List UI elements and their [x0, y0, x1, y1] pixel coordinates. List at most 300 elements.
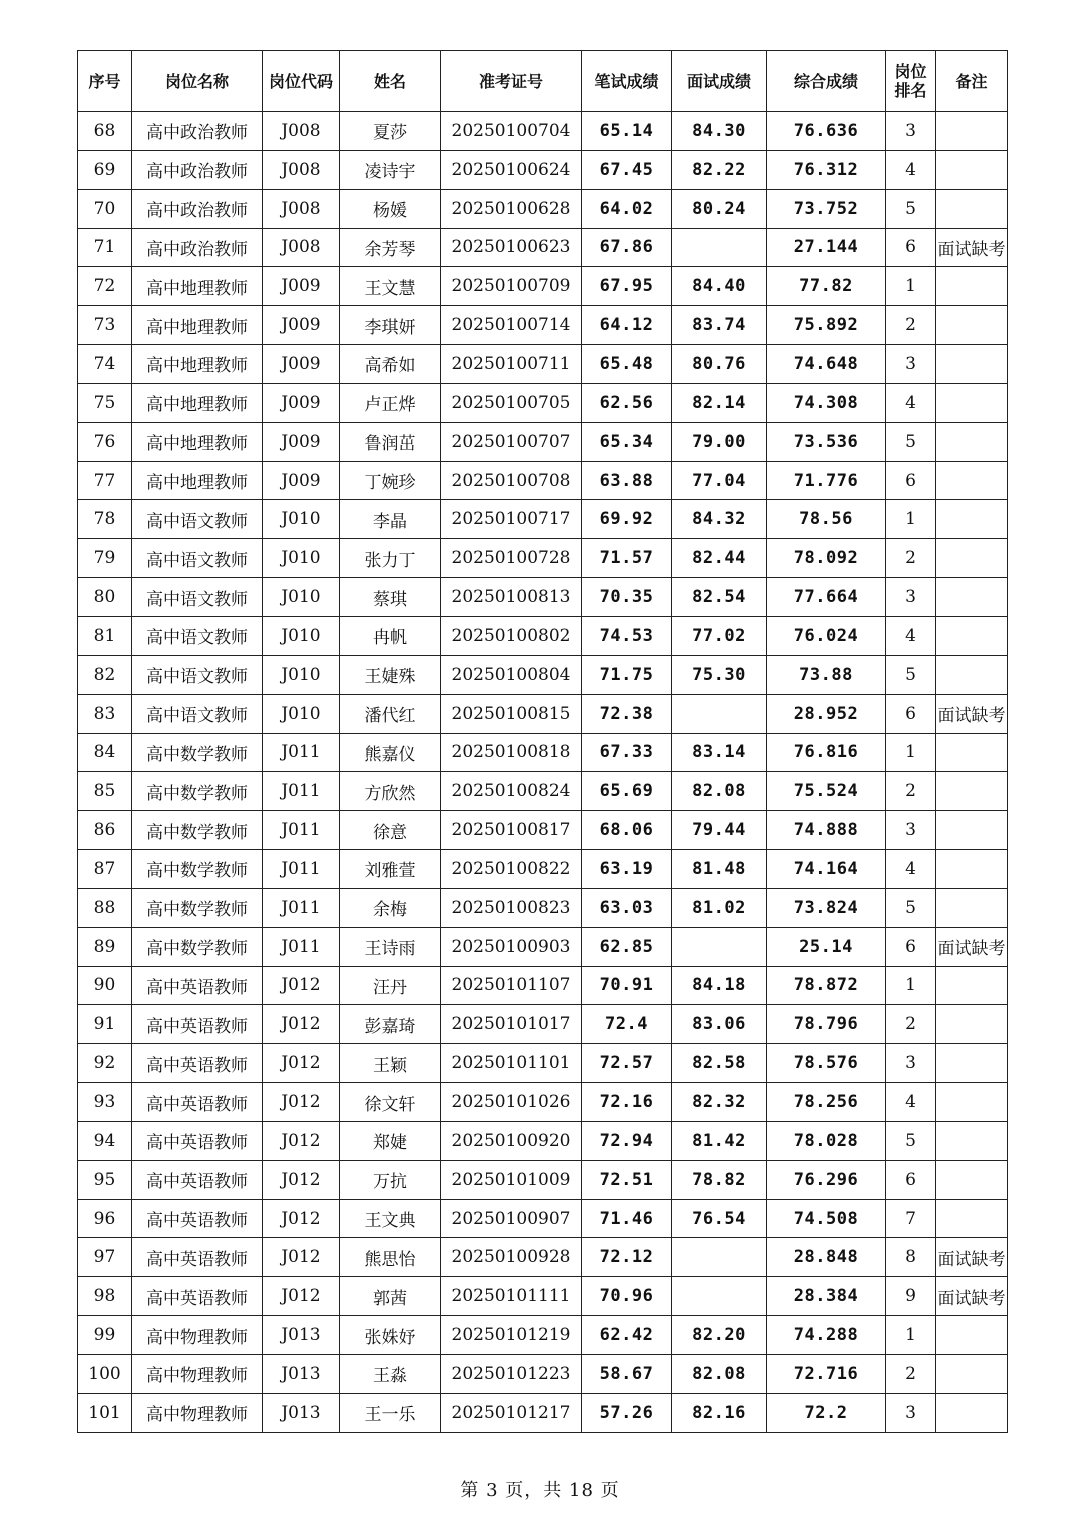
header-written: 笔试成绩	[582, 51, 672, 112]
written-score-cell: 63.88	[582, 461, 672, 500]
note-cell	[936, 811, 1008, 850]
code-cell: J010	[263, 694, 340, 733]
ticket-cell: 20250101101	[441, 1044, 582, 1083]
note-cell	[936, 616, 1008, 655]
seq-cell: 71	[78, 228, 132, 267]
seq-cell: 85	[78, 772, 132, 811]
position-cell: 高中地理教师	[132, 461, 263, 500]
header-rank-line2: 排名	[894, 81, 927, 100]
written-score-cell: 74.53	[582, 616, 672, 655]
ticket-cell: 20250101223	[441, 1355, 582, 1394]
total-score-cell: 72.2	[767, 1393, 886, 1432]
interview-score-cell: 81.42	[672, 1121, 767, 1160]
code-cell: J011	[263, 927, 340, 966]
code-cell: J012	[263, 1160, 340, 1199]
seq-cell: 95	[78, 1160, 132, 1199]
name-cell: 刘雅萱	[340, 850, 441, 889]
interview-score-cell: 84.32	[672, 500, 767, 539]
written-score-cell: 67.33	[582, 733, 672, 772]
table-row	[78, 461, 1008, 500]
ticket-cell: 20250100624	[441, 150, 582, 189]
interview-score-cell: 81.48	[672, 850, 767, 889]
seq-cell: 80	[78, 578, 132, 617]
table-row	[78, 306, 1008, 345]
name-cell: 汪丹	[340, 966, 441, 1005]
seq-cell: 97	[78, 1238, 132, 1277]
seq-cell: 69	[78, 150, 132, 189]
table-row	[78, 927, 1008, 966]
name-cell: 潘代红	[340, 694, 441, 733]
position-cell: 高中英语教师	[132, 1121, 263, 1160]
table-row	[78, 500, 1008, 539]
code-cell: J010	[263, 616, 340, 655]
name-cell: 高希如	[340, 345, 441, 384]
rank-cell: 4	[886, 850, 936, 889]
ticket-cell: 20250100823	[441, 888, 582, 927]
name-cell: 方欣然	[340, 772, 441, 811]
written-score-cell: 71.57	[582, 539, 672, 578]
rank-cell: 1	[886, 500, 936, 539]
name-cell: 丁婉珍	[340, 461, 441, 500]
ticket-cell: 20250100717	[441, 500, 582, 539]
position-cell: 高中数学教师	[132, 811, 263, 850]
total-score-cell: 77.82	[767, 267, 886, 306]
total-score-cell: 71.776	[767, 461, 886, 500]
code-cell: J011	[263, 888, 340, 927]
code-cell: J013	[263, 1316, 340, 1355]
position-cell: 高中政治教师	[132, 189, 263, 228]
seq-cell: 89	[78, 927, 132, 966]
seq-cell: 93	[78, 1083, 132, 1122]
written-score-cell: 57.26	[582, 1393, 672, 1432]
table-row	[78, 966, 1008, 1005]
name-cell: 卢正烨	[340, 383, 441, 422]
ticket-cell: 20250101026	[441, 1083, 582, 1122]
rank-cell: 7	[886, 1199, 936, 1238]
position-cell: 高中政治教师	[132, 112, 263, 151]
code-cell: J009	[263, 345, 340, 384]
written-score-cell: 63.19	[582, 850, 672, 889]
ticket-cell: 20250100704	[441, 112, 582, 151]
header-interview: 面试成绩	[672, 51, 767, 112]
interview-score-cell: 77.02	[672, 616, 767, 655]
written-score-cell: 72.51	[582, 1160, 672, 1199]
written-score-cell: 64.12	[582, 306, 672, 345]
interview-score-cell	[672, 228, 767, 267]
page-footer: 第 3 页，共 18 页	[460, 1480, 620, 1501]
ticket-cell: 20250101017	[441, 1005, 582, 1044]
written-score-cell: 70.35	[582, 578, 672, 617]
rank-cell: 4	[886, 383, 936, 422]
position-cell: 高中物理教师	[132, 1393, 263, 1432]
name-cell: 余梅	[340, 888, 441, 927]
written-score-cell: 67.45	[582, 150, 672, 189]
seq-cell: 72	[78, 267, 132, 306]
table-row	[78, 733, 1008, 772]
rank-cell: 5	[886, 655, 936, 694]
ticket-cell: 20250101217	[441, 1393, 582, 1432]
position-cell: 高中数学教师	[132, 850, 263, 889]
note-cell: 面试缺考	[936, 228, 1008, 267]
table-row	[78, 578, 1008, 617]
total-score-cell: 73.88	[767, 655, 886, 694]
header-note: 备注	[936, 51, 1008, 112]
ticket-cell: 20250100707	[441, 422, 582, 461]
ticket-cell: 20250100907	[441, 1199, 582, 1238]
table-row	[78, 1044, 1008, 1083]
rank-cell: 3	[886, 578, 936, 617]
total-score-cell: 28.848	[767, 1238, 886, 1277]
score-table	[77, 50, 1008, 1433]
note-cell	[936, 1121, 1008, 1160]
total-score-cell: 27.144	[767, 228, 886, 267]
table-row	[78, 345, 1008, 384]
interview-score-cell: 82.44	[672, 539, 767, 578]
total-score-cell: 76.816	[767, 733, 886, 772]
position-cell: 高中政治教师	[132, 150, 263, 189]
table-row	[78, 422, 1008, 461]
header-rank-line1: 岗位	[894, 62, 927, 81]
table-row	[78, 616, 1008, 655]
rank-cell: 6	[886, 461, 936, 500]
position-cell: 高中英语教师	[132, 1083, 263, 1122]
note-cell: 面试缺考	[936, 694, 1008, 733]
code-cell: J013	[263, 1393, 340, 1432]
interview-score-cell: 82.08	[672, 772, 767, 811]
rank-cell: 2	[886, 1355, 936, 1394]
code-cell: J011	[263, 850, 340, 889]
table-row	[78, 772, 1008, 811]
ticket-cell: 20250100903	[441, 927, 582, 966]
code-cell: J012	[263, 1199, 340, 1238]
header-row	[78, 51, 1008, 112]
total-score-cell: 76.024	[767, 616, 886, 655]
position-cell: 高中政治教师	[132, 228, 263, 267]
name-cell: 郭茜	[340, 1277, 441, 1316]
ticket-cell: 20250100928	[441, 1238, 582, 1277]
name-cell: 王文典	[340, 1199, 441, 1238]
interview-score-cell: 80.24	[672, 189, 767, 228]
total-score-cell: 76.296	[767, 1160, 886, 1199]
seq-cell: 79	[78, 539, 132, 578]
table-row	[78, 1393, 1008, 1432]
interview-score-cell: 82.54	[672, 578, 767, 617]
header-rank	[886, 51, 936, 112]
written-score-cell: 65.69	[582, 772, 672, 811]
table-row	[78, 655, 1008, 694]
interview-score-cell: 82.14	[672, 383, 767, 422]
code-cell: J008	[263, 189, 340, 228]
code-cell: J012	[263, 1277, 340, 1316]
written-score-cell: 64.02	[582, 189, 672, 228]
seq-cell: 92	[78, 1044, 132, 1083]
total-score-cell: 78.092	[767, 539, 886, 578]
total-score-cell: 78.796	[767, 1005, 886, 1044]
seq-cell: 81	[78, 616, 132, 655]
rank-cell: 6	[886, 228, 936, 267]
seq-cell: 84	[78, 733, 132, 772]
code-cell: J009	[263, 267, 340, 306]
code-cell: J011	[263, 772, 340, 811]
table-row	[78, 1277, 1008, 1316]
position-cell: 高中英语教师	[132, 1005, 263, 1044]
written-score-cell: 72.94	[582, 1121, 672, 1160]
written-score-cell: 70.91	[582, 966, 672, 1005]
note-cell	[936, 1044, 1008, 1083]
written-score-cell: 72.38	[582, 694, 672, 733]
code-cell: J011	[263, 733, 340, 772]
note-cell	[936, 383, 1008, 422]
rank-cell: 3	[886, 112, 936, 151]
name-cell: 彭嘉琦	[340, 1005, 441, 1044]
total-score-cell: 74.888	[767, 811, 886, 850]
name-cell: 冉帆	[340, 616, 441, 655]
code-cell: J010	[263, 578, 340, 617]
interview-score-cell: 79.44	[672, 811, 767, 850]
name-cell: 李琪妍	[340, 306, 441, 345]
note-cell	[936, 461, 1008, 500]
ticket-cell: 20250100804	[441, 655, 582, 694]
interview-score-cell	[672, 927, 767, 966]
header-name: 姓名	[340, 51, 441, 112]
written-score-cell: 71.46	[582, 1199, 672, 1238]
interview-score-cell: 84.18	[672, 966, 767, 1005]
name-cell: 万抗	[340, 1160, 441, 1199]
name-cell: 王淼	[340, 1355, 441, 1394]
total-score-cell: 72.716	[767, 1355, 886, 1394]
code-cell: J012	[263, 1083, 340, 1122]
total-score-cell: 28.384	[767, 1277, 886, 1316]
name-cell: 夏莎	[340, 112, 441, 151]
interview-score-cell: 82.58	[672, 1044, 767, 1083]
written-score-cell: 62.85	[582, 927, 672, 966]
code-cell: J010	[263, 500, 340, 539]
header-code: 岗位代码	[263, 51, 340, 112]
table-row	[78, 811, 1008, 850]
position-cell: 高中语文教师	[132, 539, 263, 578]
total-score-cell: 28.952	[767, 694, 886, 733]
note-cell: 面试缺考	[936, 927, 1008, 966]
table-row	[78, 1199, 1008, 1238]
written-score-cell: 65.34	[582, 422, 672, 461]
name-cell: 王一乐	[340, 1393, 441, 1432]
position-cell: 高中地理教师	[132, 306, 263, 345]
written-score-cell: 69.92	[582, 500, 672, 539]
note-cell	[936, 1083, 1008, 1122]
table-row	[78, 228, 1008, 267]
note-cell	[936, 345, 1008, 384]
ticket-cell: 20250100815	[441, 694, 582, 733]
header-position: 岗位名称	[132, 51, 263, 112]
rank-cell: 6	[886, 927, 936, 966]
ticket-cell: 20250100822	[441, 850, 582, 889]
seq-cell: 96	[78, 1199, 132, 1238]
note-cell: 面试缺考	[936, 1277, 1008, 1316]
code-cell: J010	[263, 655, 340, 694]
rank-cell: 6	[886, 1160, 936, 1199]
rank-cell: 3	[886, 1044, 936, 1083]
table-row	[78, 1005, 1008, 1044]
name-cell: 徐文轩	[340, 1083, 441, 1122]
code-cell: J009	[263, 383, 340, 422]
total-score-cell: 74.648	[767, 345, 886, 384]
interview-score-cell: 77.04	[672, 461, 767, 500]
interview-score-cell: 81.02	[672, 888, 767, 927]
ticket-cell: 20250100920	[441, 1121, 582, 1160]
position-cell: 高中地理教师	[132, 383, 263, 422]
total-score-cell: 78.256	[767, 1083, 886, 1122]
code-cell: J012	[263, 966, 340, 1005]
position-cell: 高中地理教师	[132, 345, 263, 384]
interview-score-cell: 83.06	[672, 1005, 767, 1044]
note-cell	[936, 1160, 1008, 1199]
seq-cell: 88	[78, 888, 132, 927]
name-cell: 李晶	[340, 500, 441, 539]
table-row	[78, 888, 1008, 927]
interview-score-cell: 78.82	[672, 1160, 767, 1199]
rank-cell: 3	[886, 345, 936, 384]
seq-cell: 70	[78, 189, 132, 228]
ticket-cell: 20250100709	[441, 267, 582, 306]
code-cell: J012	[263, 1238, 340, 1277]
interview-score-cell: 82.32	[672, 1083, 767, 1122]
rank-cell: 4	[886, 150, 936, 189]
total-score-cell: 75.892	[767, 306, 886, 345]
table-row	[78, 267, 1008, 306]
interview-score-cell: 83.74	[672, 306, 767, 345]
ticket-cell: 20250100817	[441, 811, 582, 850]
name-cell: 熊思怡	[340, 1238, 441, 1277]
position-cell: 高中地理教师	[132, 422, 263, 461]
written-score-cell: 70.96	[582, 1277, 672, 1316]
ticket-cell: 20250100623	[441, 228, 582, 267]
table-body	[78, 112, 1008, 1433]
seq-cell: 101	[78, 1393, 132, 1432]
rank-cell: 4	[886, 1083, 936, 1122]
written-score-cell: 68.06	[582, 811, 672, 850]
ticket-cell: 20250100708	[441, 461, 582, 500]
interview-score-cell: 76.54	[672, 1199, 767, 1238]
rank-cell: 1	[886, 733, 936, 772]
position-cell: 高中语文教师	[132, 578, 263, 617]
table-row	[78, 1160, 1008, 1199]
ticket-cell: 20250100824	[441, 772, 582, 811]
written-score-cell: 72.16	[582, 1083, 672, 1122]
rank-cell: 9	[886, 1277, 936, 1316]
note-cell	[936, 267, 1008, 306]
name-cell: 余芳琴	[340, 228, 441, 267]
note-cell	[936, 1316, 1008, 1355]
seq-cell: 98	[78, 1277, 132, 1316]
name-cell: 蔡琪	[340, 578, 441, 617]
note-cell	[936, 539, 1008, 578]
interview-score-cell	[672, 1238, 767, 1277]
name-cell: 王文慧	[340, 267, 441, 306]
written-score-cell: 72.4	[582, 1005, 672, 1044]
code-cell: J008	[263, 112, 340, 151]
position-cell: 高中数学教师	[132, 927, 263, 966]
position-cell: 高中语文教师	[132, 616, 263, 655]
code-cell: J008	[263, 228, 340, 267]
seq-cell: 73	[78, 306, 132, 345]
seq-cell: 76	[78, 422, 132, 461]
total-score-cell: 74.308	[767, 383, 886, 422]
position-cell: 高中语文教师	[132, 500, 263, 539]
position-cell: 高中数学教师	[132, 733, 263, 772]
name-cell: 徐意	[340, 811, 441, 850]
total-score-cell: 78.56	[767, 500, 886, 539]
rank-cell: 6	[886, 694, 936, 733]
interview-score-cell: 84.30	[672, 112, 767, 151]
interview-score-cell: 83.14	[672, 733, 767, 772]
rank-cell: 5	[886, 1121, 936, 1160]
interview-score-cell: 84.40	[672, 267, 767, 306]
seq-cell: 90	[78, 966, 132, 1005]
seq-cell: 82	[78, 655, 132, 694]
written-score-cell: 71.75	[582, 655, 672, 694]
code-cell: J009	[263, 461, 340, 500]
table-row	[78, 112, 1008, 151]
total-score-cell: 76.636	[767, 112, 886, 151]
name-cell: 鲁润茁	[340, 422, 441, 461]
ticket-cell: 20250100714	[441, 306, 582, 345]
written-score-cell: 67.86	[582, 228, 672, 267]
written-score-cell: 65.48	[582, 345, 672, 384]
code-cell: J009	[263, 306, 340, 345]
written-score-cell: 62.42	[582, 1316, 672, 1355]
seq-cell: 68	[78, 112, 132, 151]
position-cell: 高中物理教师	[132, 1355, 263, 1394]
note-cell	[936, 655, 1008, 694]
note-cell	[936, 1393, 1008, 1432]
table-row	[78, 1083, 1008, 1122]
total-score-cell: 77.664	[767, 578, 886, 617]
total-score-cell: 78.872	[767, 966, 886, 1005]
name-cell: 凌诗宇	[340, 150, 441, 189]
position-cell: 高中英语教师	[132, 1277, 263, 1316]
table-row	[78, 150, 1008, 189]
code-cell: J009	[263, 422, 340, 461]
position-cell: 高中数学教师	[132, 772, 263, 811]
position-cell: 高中地理教师	[132, 267, 263, 306]
position-cell: 高中英语教师	[132, 1238, 263, 1277]
rank-cell: 1	[886, 267, 936, 306]
seq-cell: 77	[78, 461, 132, 500]
name-cell: 张姝妤	[340, 1316, 441, 1355]
table-row	[78, 189, 1008, 228]
note-cell	[936, 189, 1008, 228]
header-total: 综合成绩	[767, 51, 886, 112]
name-cell: 王婕殊	[340, 655, 441, 694]
total-score-cell: 78.576	[767, 1044, 886, 1083]
total-score-cell: 75.524	[767, 772, 886, 811]
position-cell: 高中语文教师	[132, 694, 263, 733]
code-cell: J008	[263, 150, 340, 189]
total-score-cell: 25.14	[767, 927, 886, 966]
seq-cell: 83	[78, 694, 132, 733]
written-score-cell: 63.03	[582, 888, 672, 927]
seq-cell: 100	[78, 1355, 132, 1394]
table-header	[78, 51, 1008, 112]
total-score-cell: 74.288	[767, 1316, 886, 1355]
written-score-cell: 62.56	[582, 383, 672, 422]
note-cell	[936, 1355, 1008, 1394]
table-row	[78, 1316, 1008, 1355]
code-cell: J012	[263, 1005, 340, 1044]
position-cell: 高中英语教师	[132, 966, 263, 1005]
note-cell	[936, 888, 1008, 927]
total-score-cell: 76.312	[767, 150, 886, 189]
